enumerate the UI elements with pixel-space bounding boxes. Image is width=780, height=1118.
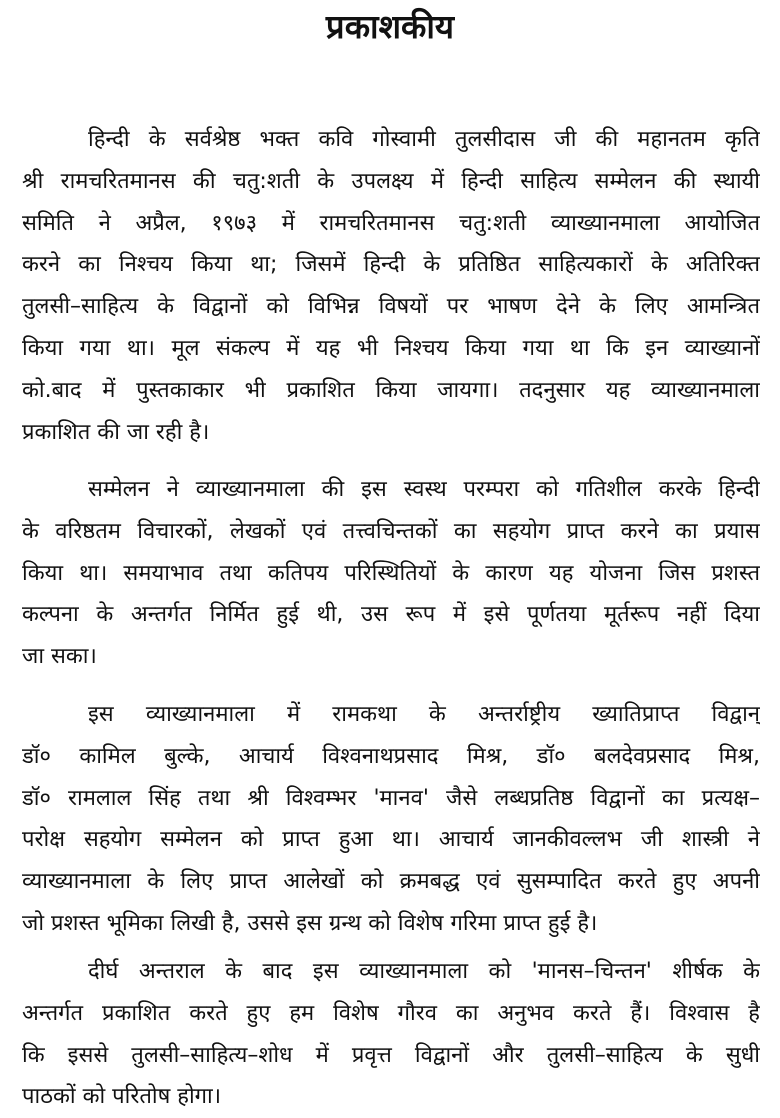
text-line: दीर्घ अन्तराल के बाद इस व्याख्यानमाला को 'मानस–चिन्तन' शीर्षक के bbox=[88, 959, 760, 984]
text-line: पाठकों को परितोष होगा। bbox=[22, 1084, 222, 1110]
text-line: तुलसी–साहित्य के विद्वानों को विभिन्न विषयों पर भाषण देने के लिए आमन्त्रित bbox=[22, 294, 760, 320]
text-line: श्री रामचरितमानस की चतु:शती के उपलक्ष्य में हिन्दी साहित्य सम्मेलन की स्थायी bbox=[22, 168, 760, 194]
page-title: प्रकाशकीय bbox=[325, 7, 455, 46]
text-line: समिति ने अप्रैल, १९७३ में रामचरितमानस चतु:शती व्याख्यानमाला आयोजित bbox=[22, 210, 760, 236]
text-line: व्याख्यानमाला के लिए प्राप्त आलेखों को क्रमबद्ध एवं सुसम्पादित करते हुए अपनी bbox=[22, 869, 760, 895]
text-line: के वरिष्ठतम विचारकों, लेखकों एवं तत्त्वचिन्तकों का सहयोग प्राप्त करने का प्रयास bbox=[22, 518, 760, 544]
text-line: जो प्रशस्त भूमिका लिखी है, उससे इस ग्रन्थ को विशेष गरिमा प्राप्त हुई है। bbox=[22, 910, 598, 936]
text-line: सम्मेलन ने व्याख्यानमाला की इस स्वस्थ परम्परा को गतिशील करके हिन्दी bbox=[88, 477, 760, 502]
paragraph bbox=[22, 694, 760, 945]
paragraph bbox=[22, 119, 760, 453]
text-line: को.बाद में पुस्तकाकार भी प्रकाशित किया जायगा। तदनुसार यह व्याख्यानमाला bbox=[22, 377, 760, 403]
text-line: जा सका। bbox=[22, 644, 97, 670]
text-line: किया गया था। मूल संकल्प में यह भी निश्चय किया गया था कि इन व्याख्यानों bbox=[22, 335, 760, 361]
paragraph bbox=[22, 469, 760, 678]
text-line: डॉ० रामलाल सिंह तथा श्री विश्वम्भर 'मानव' जैसे लब्धप्रतिष्ठ विद्वानों का प्रत्यक्ष– bbox=[22, 785, 760, 811]
text-line: प्रकाशित की जा रही है। bbox=[22, 419, 210, 445]
text-line: इस व्याख्यानमाला में रामकथा के अन्तर्राष्ट्रीय ख्यातिप्राप्त विद्वान् bbox=[88, 702, 760, 727]
paragraph bbox=[22, 951, 760, 1118]
text-line: कल्पना के अन्तर्गत निर्मित हुई थी, उस रूप में इसे पूर्णतया मूर्तरूप नहीं दिया bbox=[22, 602, 760, 628]
text-line: अन्तर्गत प्रकाशित करते हुए हम विशेष गौरव का अनुभव करते हैं। विश्वास है bbox=[22, 1000, 760, 1026]
text-line: किया था। समयाभाव तथा कतिपय परिस्थितियों के कारण यह योजना जिस प्रशस्त bbox=[22, 560, 760, 586]
text-line: कि इससे तुलसी–साहित्य–शोध में प्रवृत्त विद्वानों और तुलसी–साहित्य के सुधी bbox=[22, 1042, 760, 1068]
text-line: परोक्ष सहयोग सम्मेलन को प्राप्त हुआ था। आचार्य जानकीवल्लभ जी शास्त्री ने bbox=[22, 827, 760, 853]
text-line: हिन्दी के सर्वश्रेष्ठ भक्त कवि गोस्वामी तुलसीदास जी की महानतम कृति bbox=[88, 127, 760, 152]
text-line: डॉ० कामिल बुल्के, आचार्य विश्वनाथप्रसाद मिश्र, डॉ० बलदेवप्रसाद मिश्र, bbox=[22, 743, 760, 769]
text-line: करने का निश्चय किया था; जिसमें हिन्दी के प्रतिष्ठित साहित्यकारों के अतिरिक्त bbox=[22, 252, 760, 278]
